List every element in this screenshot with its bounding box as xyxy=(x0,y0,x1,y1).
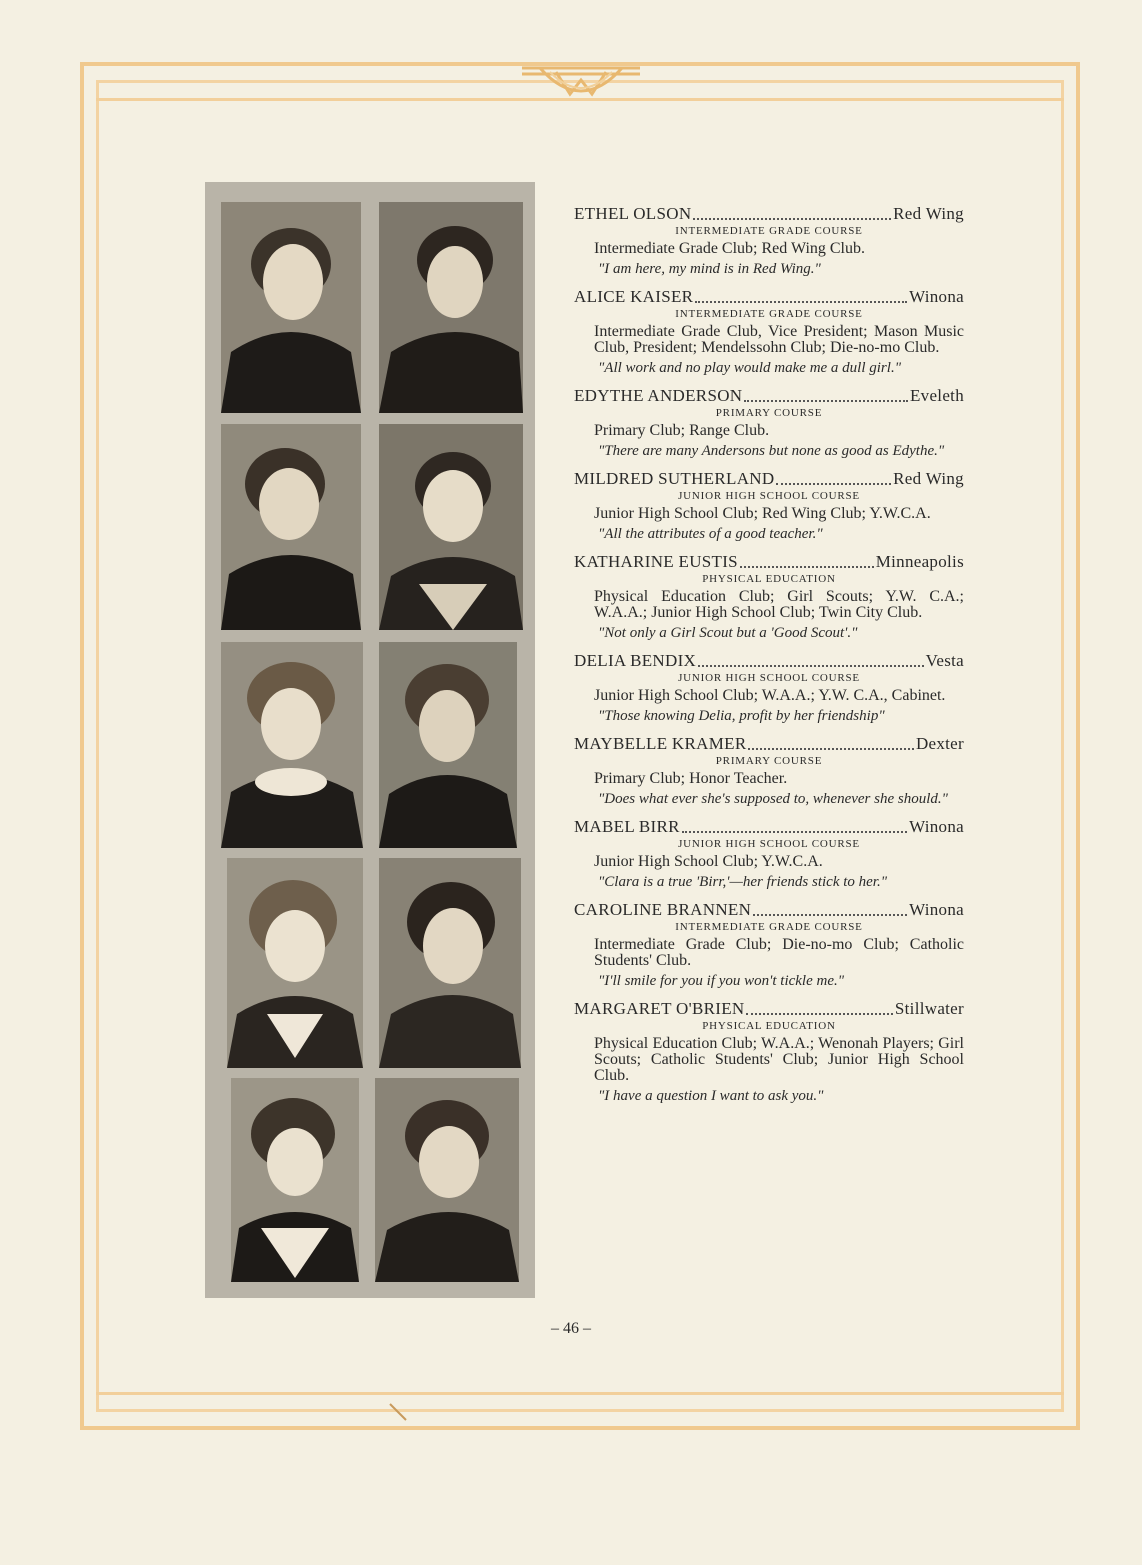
hometown: Red Wing xyxy=(893,469,964,488)
quote: "All work and no play would make me a dull girl." xyxy=(598,360,901,376)
course-label: JUNIOR HIGH SCHOOL COURSE xyxy=(678,490,860,502)
portrait-photo xyxy=(379,858,521,1068)
hometown: Winona xyxy=(909,287,964,306)
portrait-photo xyxy=(379,424,523,630)
entry-heading xyxy=(574,651,964,671)
student-name: ALICE KAISER xyxy=(574,287,694,306)
leader-dots xyxy=(753,910,907,916)
activities: Intermediate Grade Club; Red Wing Club. xyxy=(594,240,865,257)
entry-heading xyxy=(574,386,964,406)
hometown: Vesta xyxy=(925,651,964,670)
student-entry xyxy=(574,386,964,459)
student-entry xyxy=(574,651,964,724)
entry-heading xyxy=(574,552,964,572)
course-label: PHYSICAL EDUCATION xyxy=(702,573,836,585)
activities: Intermediate Grade Club, Vice President; Mason Music Club, President; Mendelssohn Club; Die-no-mo Club. xyxy=(594,323,964,356)
student-name: MAYBELLE KRAMER xyxy=(574,734,747,753)
activities: Junior High School Club; W.A.A.; Y.W. C.A., Cabinet. xyxy=(594,687,946,704)
activities: Junior High School Club; Y.W.C.A. xyxy=(594,853,823,870)
course-label: INTERMEDIATE GRADE COURSE xyxy=(675,308,863,320)
quote: "There are many Andersons but none as good as Edythe." xyxy=(598,443,945,459)
hometown: Winona xyxy=(909,900,964,919)
student-name: DELIA BENDIX xyxy=(574,651,697,670)
portrait-photo xyxy=(231,1078,359,1282)
student-name: ETHEL OLSON xyxy=(574,204,692,223)
leader-dots xyxy=(698,661,924,667)
portrait-photo xyxy=(375,1078,519,1282)
course-label: JUNIOR HIGH SCHOOL COURSE xyxy=(678,672,860,684)
entry-heading xyxy=(574,734,964,754)
portrait-photo xyxy=(221,202,361,413)
student-name: MARGARET O'BRIEN xyxy=(574,999,745,1018)
hometown: Eveleth xyxy=(909,386,964,405)
student-entry xyxy=(574,204,964,277)
quote: "I have a question I want to ask you." xyxy=(598,1088,824,1104)
student-entry xyxy=(574,287,964,376)
leader-dots xyxy=(748,744,913,750)
course-label: INTERMEDIATE GRADE COURSE xyxy=(675,225,863,237)
student-entries xyxy=(574,200,964,1114)
quote: "I'll smile for you if you won't tickle me." xyxy=(598,973,845,989)
hometown: Red Wing xyxy=(893,204,964,223)
quote: "Not only a Girl Scout but a 'Good Scout'." xyxy=(598,625,858,641)
student-entry xyxy=(574,734,964,807)
portrait-photo xyxy=(379,202,523,413)
leader-dots xyxy=(740,562,874,568)
student-entry xyxy=(574,900,964,989)
student-entry xyxy=(574,469,964,542)
course-label: PRIMARY COURSE xyxy=(715,755,823,767)
leader-dots xyxy=(693,214,891,220)
quote: "All the attributes of a good teacher." xyxy=(598,526,823,542)
student-entry xyxy=(574,817,964,890)
page-number: – 46 – xyxy=(551,1320,591,1337)
entry-heading xyxy=(574,469,964,489)
entry-heading xyxy=(574,817,964,837)
leader-dots xyxy=(695,297,907,303)
activities: Junior High School Club; Red Wing Club; Y.W.C.A. xyxy=(594,505,931,522)
entry-heading xyxy=(574,999,964,1019)
activities: Physical Education Club; Girl Scouts; Y.W. C.A.; W.A.A.; Junior High School Club; Twin City Club. xyxy=(594,588,964,621)
entry-heading xyxy=(574,900,964,920)
leader-dots xyxy=(744,396,908,402)
portrait-photo-strip xyxy=(205,182,535,1298)
portrait-photo xyxy=(221,642,363,848)
activities: Physical Education Club; W.A.A.; Wenonah Players; Girl Scouts; Catholic Students' Club; Junior High School Club. xyxy=(594,1035,964,1084)
activities: Primary Club; Honor Teacher. xyxy=(594,770,788,787)
hometown: Stillwater xyxy=(894,999,964,1018)
course-label: INTERMEDIATE GRADE COURSE xyxy=(675,921,863,933)
quote: "I am here, my mind is in Red Wing." xyxy=(598,261,821,277)
student-entry xyxy=(574,552,964,641)
student-name: EDYTHE ANDERSON xyxy=(574,386,743,405)
course-label: PRIMARY COURSE xyxy=(715,407,823,419)
bottom-ornament-icon xyxy=(380,1400,430,1424)
student-name: MILDRED SUTHERLAND xyxy=(574,469,775,488)
student-entry xyxy=(574,999,964,1104)
top-ornament-icon xyxy=(520,60,642,104)
entry-heading xyxy=(574,287,964,307)
hometown: Winona xyxy=(909,817,964,836)
student-name: CAROLINE BRANNEN xyxy=(574,900,752,919)
hometown: Dexter xyxy=(915,734,964,753)
course-label: JUNIOR HIGH SCHOOL COURSE xyxy=(678,838,860,850)
portrait-photo xyxy=(227,858,363,1068)
portrait-photo xyxy=(221,424,361,630)
entry-heading xyxy=(574,204,964,224)
activities: Intermediate Grade Club; Die-no-mo Club; Catholic Students' Club. xyxy=(594,936,964,969)
quote: "Does what ever she's supposed to, whenever she should." xyxy=(598,791,948,807)
student-name: KATHARINE EUSTIS xyxy=(574,552,738,571)
quote: "Those knowing Delia, profit by her friendship" xyxy=(598,708,885,724)
border-rule-bottom xyxy=(96,1392,1064,1395)
quote: "Clara is a true 'Birr,'—her friends stick to her." xyxy=(598,874,888,890)
student-name: MABEL BIRR xyxy=(574,817,680,836)
leader-dots xyxy=(746,1009,892,1015)
leader-dots xyxy=(776,479,891,485)
course-label: PHYSICAL EDUCATION xyxy=(702,1020,836,1032)
leader-dots xyxy=(682,827,907,833)
portrait-photo xyxy=(379,642,517,848)
hometown: Minneapolis xyxy=(875,552,964,571)
activities: Primary Club; Range Club. xyxy=(594,422,770,439)
